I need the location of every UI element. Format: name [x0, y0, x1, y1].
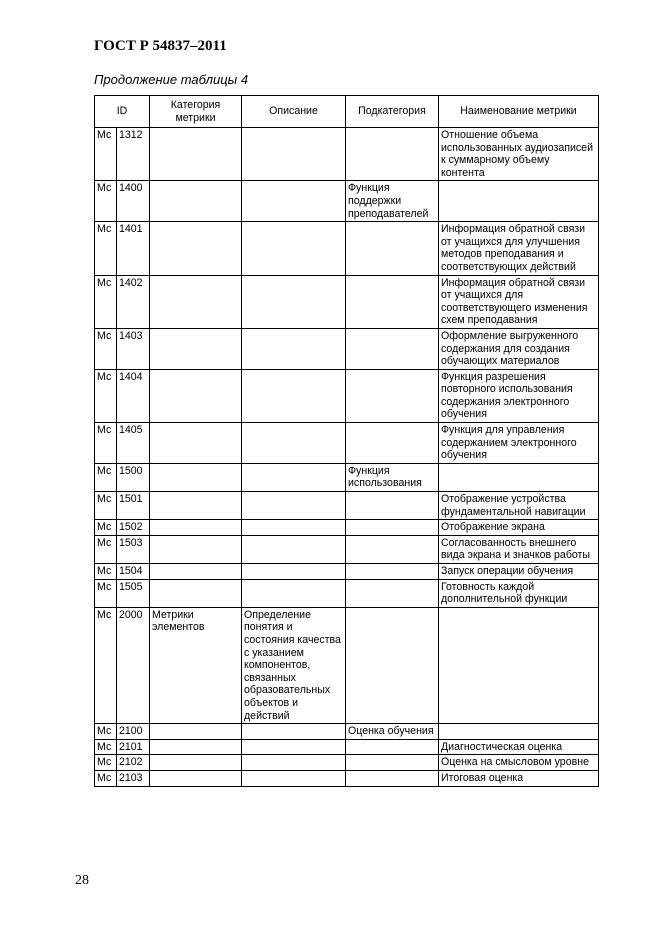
cell-description [242, 492, 346, 520]
table-header-row [95, 96, 599, 128]
table-row [95, 423, 599, 464]
table-row [95, 535, 599, 563]
cell-id: 1503 [117, 535, 150, 563]
cell-category [150, 328, 242, 369]
cell-description [242, 369, 346, 422]
metrics-table [94, 95, 599, 787]
cell-prefix: Мс [95, 275, 117, 328]
page-number: 28 [75, 873, 89, 888]
cell-category [150, 535, 242, 563]
cell-description [242, 181, 346, 222]
table-row [95, 492, 599, 520]
cell-metric-name: Отображение устройства фундаментальной навигации [439, 492, 599, 520]
cell-description [242, 128, 346, 181]
cell-prefix: Мс [95, 564, 117, 580]
cell-category [150, 564, 242, 580]
cell-id: 2000 [117, 607, 150, 723]
cell-description [242, 463, 346, 491]
cell-subcategory [346, 579, 439, 607]
cell-subcategory [346, 520, 439, 536]
cell-metric-name: Готовность каждой дополнительной функции [439, 579, 599, 607]
table-row [95, 739, 599, 755]
table-row [95, 275, 599, 328]
cell-subcategory [346, 222, 439, 275]
cell-metric-name: Оценка на смысловом уровне [439, 755, 599, 771]
table-row [95, 564, 599, 580]
cell-category [150, 423, 242, 464]
column-header-description: Описание [242, 96, 346, 128]
table-body [95, 128, 599, 787]
cell-subcategory [346, 770, 439, 786]
cell-subcategory [346, 564, 439, 580]
cell-category [150, 755, 242, 771]
cell-prefix: Мс [95, 739, 117, 755]
cell-prefix: Мс [95, 328, 117, 369]
cell-id: 1404 [117, 369, 150, 422]
cell-subcategory [346, 369, 439, 422]
cell-metric-name: Информация обратной связи от учащихся для соответствующего изменения схем преподавания [439, 275, 599, 328]
cell-category [150, 128, 242, 181]
cell-category [150, 369, 242, 422]
cell-id: 1402 [117, 275, 150, 328]
cell-id: 1501 [117, 492, 150, 520]
cell-subcategory [346, 607, 439, 723]
cell-subcategory [346, 739, 439, 755]
table-row [95, 607, 599, 723]
cell-description [242, 579, 346, 607]
table-row [95, 369, 599, 422]
cell-subcategory [346, 328, 439, 369]
cell-id: 2103 [117, 770, 150, 786]
cell-subcategory: Функция поддержки преподавателей [346, 181, 439, 222]
cell-description [242, 535, 346, 563]
cell-metric-name [439, 607, 599, 723]
cell-metric-name: Диагностическая оценка [439, 739, 599, 755]
table-row [95, 128, 599, 181]
table-row [95, 222, 599, 275]
cell-id: 1405 [117, 423, 150, 464]
column-header-category: Категория метрики [150, 96, 242, 128]
cell-metric-name: Итоговая оценка [439, 770, 599, 786]
cell-category [150, 520, 242, 536]
table-row [95, 328, 599, 369]
cell-subcategory: Оценка обучения [346, 724, 439, 740]
table-row [95, 755, 599, 771]
cell-id: 1500 [117, 463, 150, 491]
cell-metric-name [439, 463, 599, 491]
cell-description [242, 724, 346, 740]
cell-description [242, 739, 346, 755]
cell-id: 1504 [117, 564, 150, 580]
cell-id: 1401 [117, 222, 150, 275]
cell-subcategory [346, 423, 439, 464]
cell-category: Метрики элементов [150, 607, 242, 723]
cell-category [150, 222, 242, 275]
cell-category [150, 492, 242, 520]
cell-category [150, 275, 242, 328]
cell-description [242, 328, 346, 369]
cell-metric-name: Функция для управления содержанием электронного обучения [439, 423, 599, 464]
cell-id: 2102 [117, 755, 150, 771]
cell-prefix: Мс [95, 222, 117, 275]
cell-subcategory [346, 128, 439, 181]
cell-metric-name [439, 724, 599, 740]
cell-subcategory [346, 535, 439, 563]
cell-description [242, 770, 346, 786]
cell-id: 1312 [117, 128, 150, 181]
cell-metric-name: Информация обратной связи от учащихся для улучшения методов преподавания и соответствующих действий [439, 222, 599, 275]
cell-description [242, 755, 346, 771]
cell-id: 1400 [117, 181, 150, 222]
cell-metric-name: Согласованность внешнего вида экрана и значков работы [439, 535, 599, 563]
table-row [95, 724, 599, 740]
cell-id: 1505 [117, 579, 150, 607]
cell-category [150, 770, 242, 786]
table-caption: Продолжение таблицы 4 [94, 72, 249, 87]
cell-prefix: Мс [95, 755, 117, 771]
cell-prefix: Мс [95, 492, 117, 520]
cell-subcategory: Функция использования [346, 463, 439, 491]
cell-metric-name: Отношение объема использованных аудиозаписей к суммарному объему контента [439, 128, 599, 181]
cell-description [242, 564, 346, 580]
cell-description [242, 222, 346, 275]
cell-description [242, 423, 346, 464]
cell-category [150, 724, 242, 740]
cell-subcategory [346, 275, 439, 328]
cell-category [150, 463, 242, 491]
cell-id: 2100 [117, 724, 150, 740]
cell-prefix: Мс [95, 724, 117, 740]
table-row [95, 770, 599, 786]
cell-prefix: Мс [95, 579, 117, 607]
cell-subcategory [346, 492, 439, 520]
cell-metric-name: Оформление выгруженного содержания для создания обучающих материалов [439, 328, 599, 369]
cell-prefix: Мс [95, 128, 117, 181]
cell-prefix: Мс [95, 770, 117, 786]
cell-description [242, 520, 346, 536]
cell-category [150, 181, 242, 222]
cell-prefix: Мс [95, 369, 117, 422]
cell-metric-name: Функция разрешения повторного использования содержания электронного обучения [439, 369, 599, 422]
cell-category [150, 739, 242, 755]
cell-prefix: Мс [95, 535, 117, 563]
cell-prefix: Мс [95, 463, 117, 491]
cell-prefix: Мс [95, 181, 117, 222]
cell-description [242, 275, 346, 328]
cell-id: 1403 [117, 328, 150, 369]
table-row [95, 463, 599, 491]
cell-prefix: Мс [95, 607, 117, 723]
cell-id: 2101 [117, 739, 150, 755]
column-header-subcategory: Подкатегория [346, 96, 439, 128]
table-row [95, 520, 599, 536]
cell-metric-name: Запуск операции обучения [439, 564, 599, 580]
cell-category [150, 579, 242, 607]
cell-description: Определение понятия и состояния качества с указанием компонентов, связанных образовательных объектов и действий [242, 607, 346, 723]
cell-id: 1502 [117, 520, 150, 536]
standard-header: ГОСТ Р 54837–2011 [94, 38, 227, 54]
table-row [95, 181, 599, 222]
cell-prefix: Мс [95, 520, 117, 536]
table-row [95, 579, 599, 607]
cell-metric-name: Отображение экрана [439, 520, 599, 536]
column-header-metric-name: Наименование метрики [439, 96, 599, 128]
cell-subcategory [346, 755, 439, 771]
column-header-id: ID [95, 96, 150, 128]
cell-metric-name [439, 181, 599, 222]
cell-prefix: Мс [95, 423, 117, 464]
